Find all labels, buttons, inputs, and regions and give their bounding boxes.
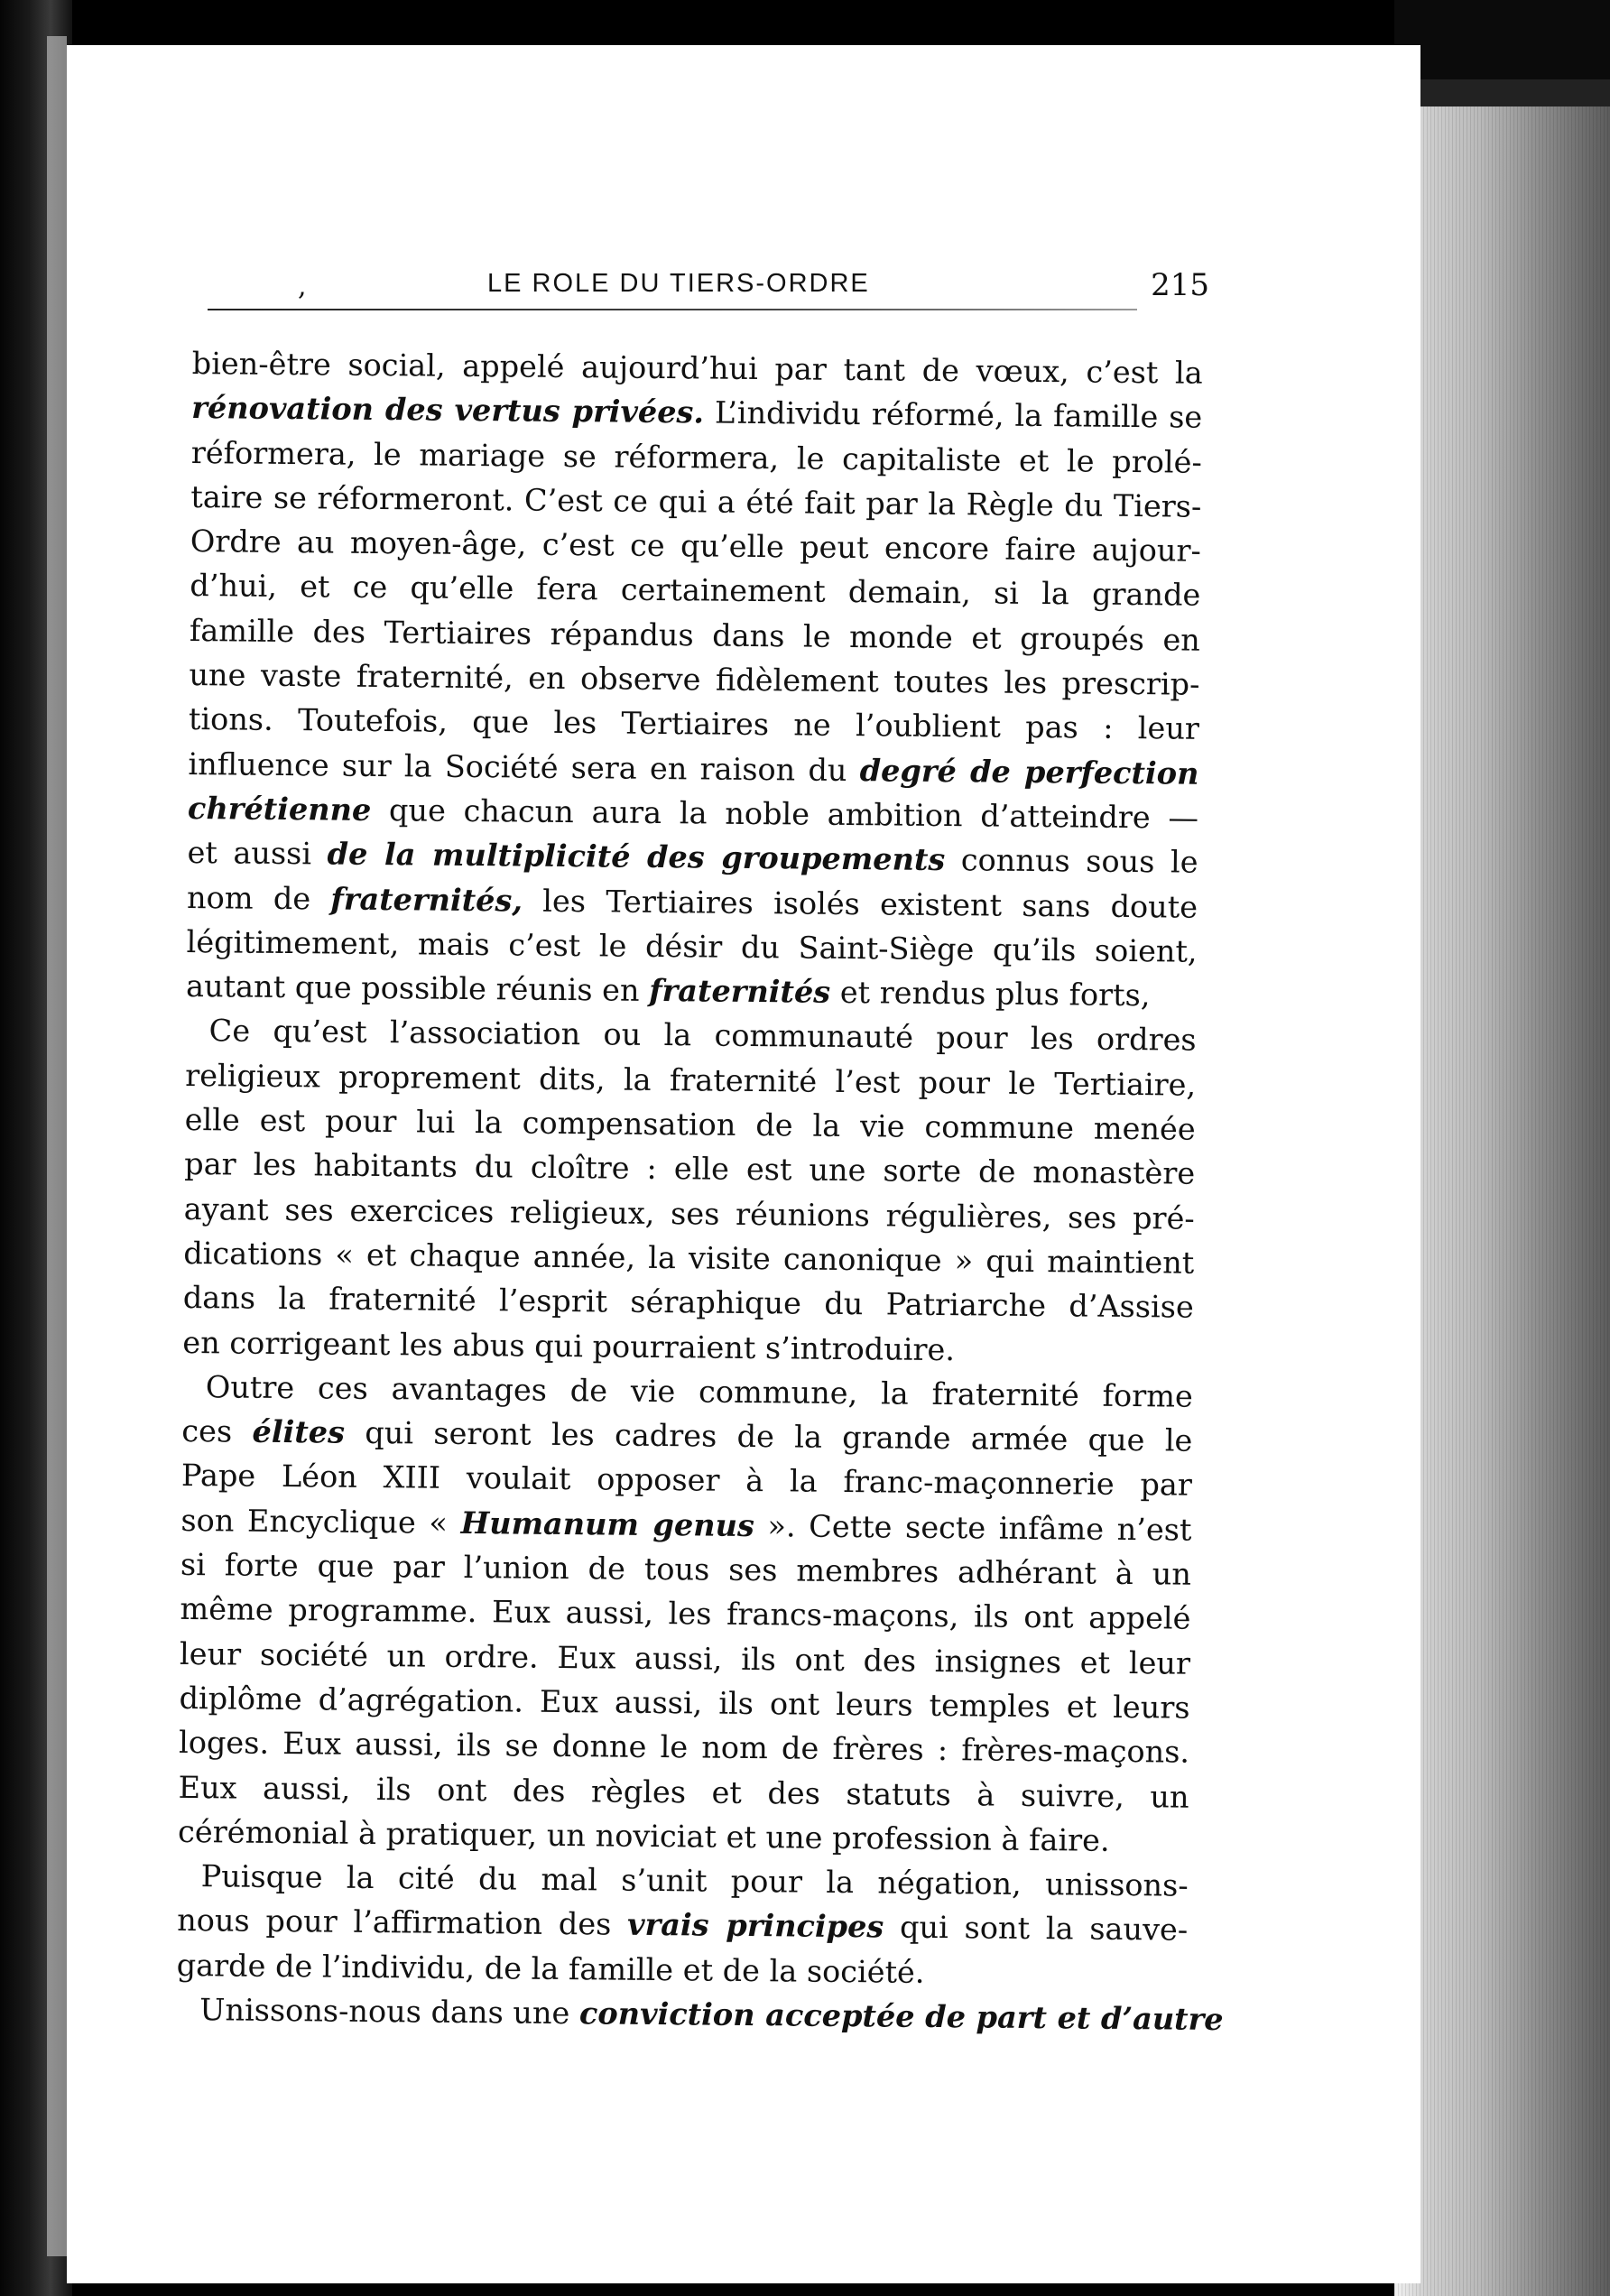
text-run: autant que possible réunis en — [185, 968, 650, 1009]
text-run: par les habitants du cloître : elle est une sorte de monastère — [184, 1146, 1196, 1192]
text-run: influence sur la Société sera en raison du — [188, 745, 860, 788]
text-run: Outre ces avantages de vie commune, la fraternité forme — [205, 1369, 1194, 1414]
header-mark: , — [298, 271, 307, 302]
italic-phrase: de la multiplicité des groupements — [327, 836, 946, 878]
text-run: ces — [181, 1413, 253, 1449]
text-run: d’hui, et ce qu’elle fera certainement demain, si la grande — [190, 568, 1201, 614]
text-run: cérémonial à pratiquer, un noviciat et une profession à faire. — [177, 1813, 1110, 1858]
text-run: famille des Tertiaires répandus dans le monde et groupés en — [189, 612, 1201, 658]
text-run: diplôme d’agrégation. Eux aussi, ils ont leurs temples et leurs — [179, 1680, 1190, 1726]
running-header — [199, 267, 1209, 312]
text-run: Eux aussi, ils ont des règles et des statuts à suivre, un — [178, 1769, 1189, 1815]
italic-phrase: Humanum genus — [460, 1504, 755, 1543]
scan-background — [1394, 0, 1610, 79]
text-run: qui sont la sauve- — [884, 1909, 1189, 1949]
running-title: LE ROLE DU TIERS-ORDRE — [487, 269, 870, 298]
italic-phrase: élites — [252, 1413, 346, 1450]
text-run: ayant ses exercices religieux, ses réunions régulières, ses pré- — [183, 1190, 1195, 1236]
book-gutter-edge — [0, 0, 72, 2296]
italic-phrase: fraternités, — [330, 881, 523, 919]
text-run: elle est pour lui la compensation de la vie commune menée — [184, 1102, 1196, 1147]
text-run: Ordre au moyen-âge, c’est ce qu’elle peut encore faire aujour- — [190, 523, 1202, 569]
italic-phrase: conviction acceptée de part et d’autre — [578, 1995, 1224, 2038]
text-run: ». Cette secte infâme n’est — [754, 1507, 1192, 1548]
text-run: dans la fraternité l’esprit séraphique du Patriarche d’Assise — [182, 1280, 1194, 1325]
italic-phrase: rénovation des vertus privées. — [191, 390, 705, 430]
text-run: L’individu réformé, la famille se — [703, 394, 1203, 436]
text-run: dications « et chaque année, la visite canonique » qui maintient — [183, 1235, 1195, 1281]
text-run: nous pour l’affirmation des — [177, 1903, 628, 1943]
text-run: et aussi — [187, 835, 328, 872]
text-run: Ce qu’est l’association ou la communauté pour les ordres — [208, 1013, 1197, 1059]
text-run: si forte que par l’union de tous ses membres adhérant à un — [180, 1546, 1192, 1592]
text-run: et rendus plus forts, — [829, 974, 1151, 1014]
text-run: une vaste fraternité, en observe fidèlement toutes les prescrip- — [189, 657, 1200, 702]
text-run: bien-être social, appelé aujourd’hui par tant de vœux, c’est la — [191, 345, 1203, 391]
italic-phrase: fraternités — [649, 973, 831, 1010]
text-run: en corrigeant les abus qui pourraient s’introduire. — [182, 1324, 956, 1367]
text-run: qui seront les cadres de la grande armée que le — [344, 1414, 1193, 1458]
italic-phrase: degré de perfection — [859, 752, 1199, 792]
text-run: Pape Léon XIII voulait opposer à la franc-maçonnerie par — [180, 1458, 1193, 1504]
page-number: 215 — [1151, 267, 1209, 303]
text-run: garde de l’individu, de la famille et de la société. — [176, 1947, 925, 1990]
text-run: les Tertiaires isolés existent sans doute — [522, 883, 1198, 925]
text-run: tions. Toutefois, que les Tertiaires ne l’oublient pas : leur — [188, 701, 1200, 747]
italic-phrase: vrais principes — [626, 1907, 884, 1945]
text-run: Puisque la cité du mal s’unit pour la négation, unissons- — [200, 1858, 1189, 1903]
text-run: légitimement, mais c’est le désir du Saint-Siège qu’ils soient, — [186, 923, 1198, 969]
text-run: loges. Eux aussi, ils se donne le nom de frères : frères-maçons. — [178, 1725, 1190, 1770]
text-run: Unissons-nous dans une — [199, 1992, 580, 2032]
page-stack-edges — [1394, 79, 1610, 2296]
italic-phrase: chrétienne — [187, 790, 372, 828]
text-run: taire se réformeront. C’est ce qui a été fait par la Règle du Tiers- — [190, 478, 1202, 524]
text-run: que chacun aura la noble ambition d’atteindre — — [371, 792, 1199, 836]
text-run: connus sous le — [945, 842, 1198, 880]
text-run: réformera, le mariage se réformera, le capitaliste et le prolé- — [190, 434, 1202, 480]
header-rule — [208, 309, 1137, 310]
text-run: leur société un ordre. Eux aussi, ils ont des insignes et leur — [179, 1635, 1191, 1681]
text-run: religieux proprement dits, la fraternité l’est pour le Tertiaire, — [185, 1057, 1197, 1103]
text-run: son Encyclique « — [180, 1502, 461, 1541]
text-run: nom de — [186, 879, 331, 917]
body-text — [176, 341, 1224, 2041]
text-run: même programme. Eux aussi, les francs-maçons, ils ont appelé — [180, 1591, 1191, 1636]
